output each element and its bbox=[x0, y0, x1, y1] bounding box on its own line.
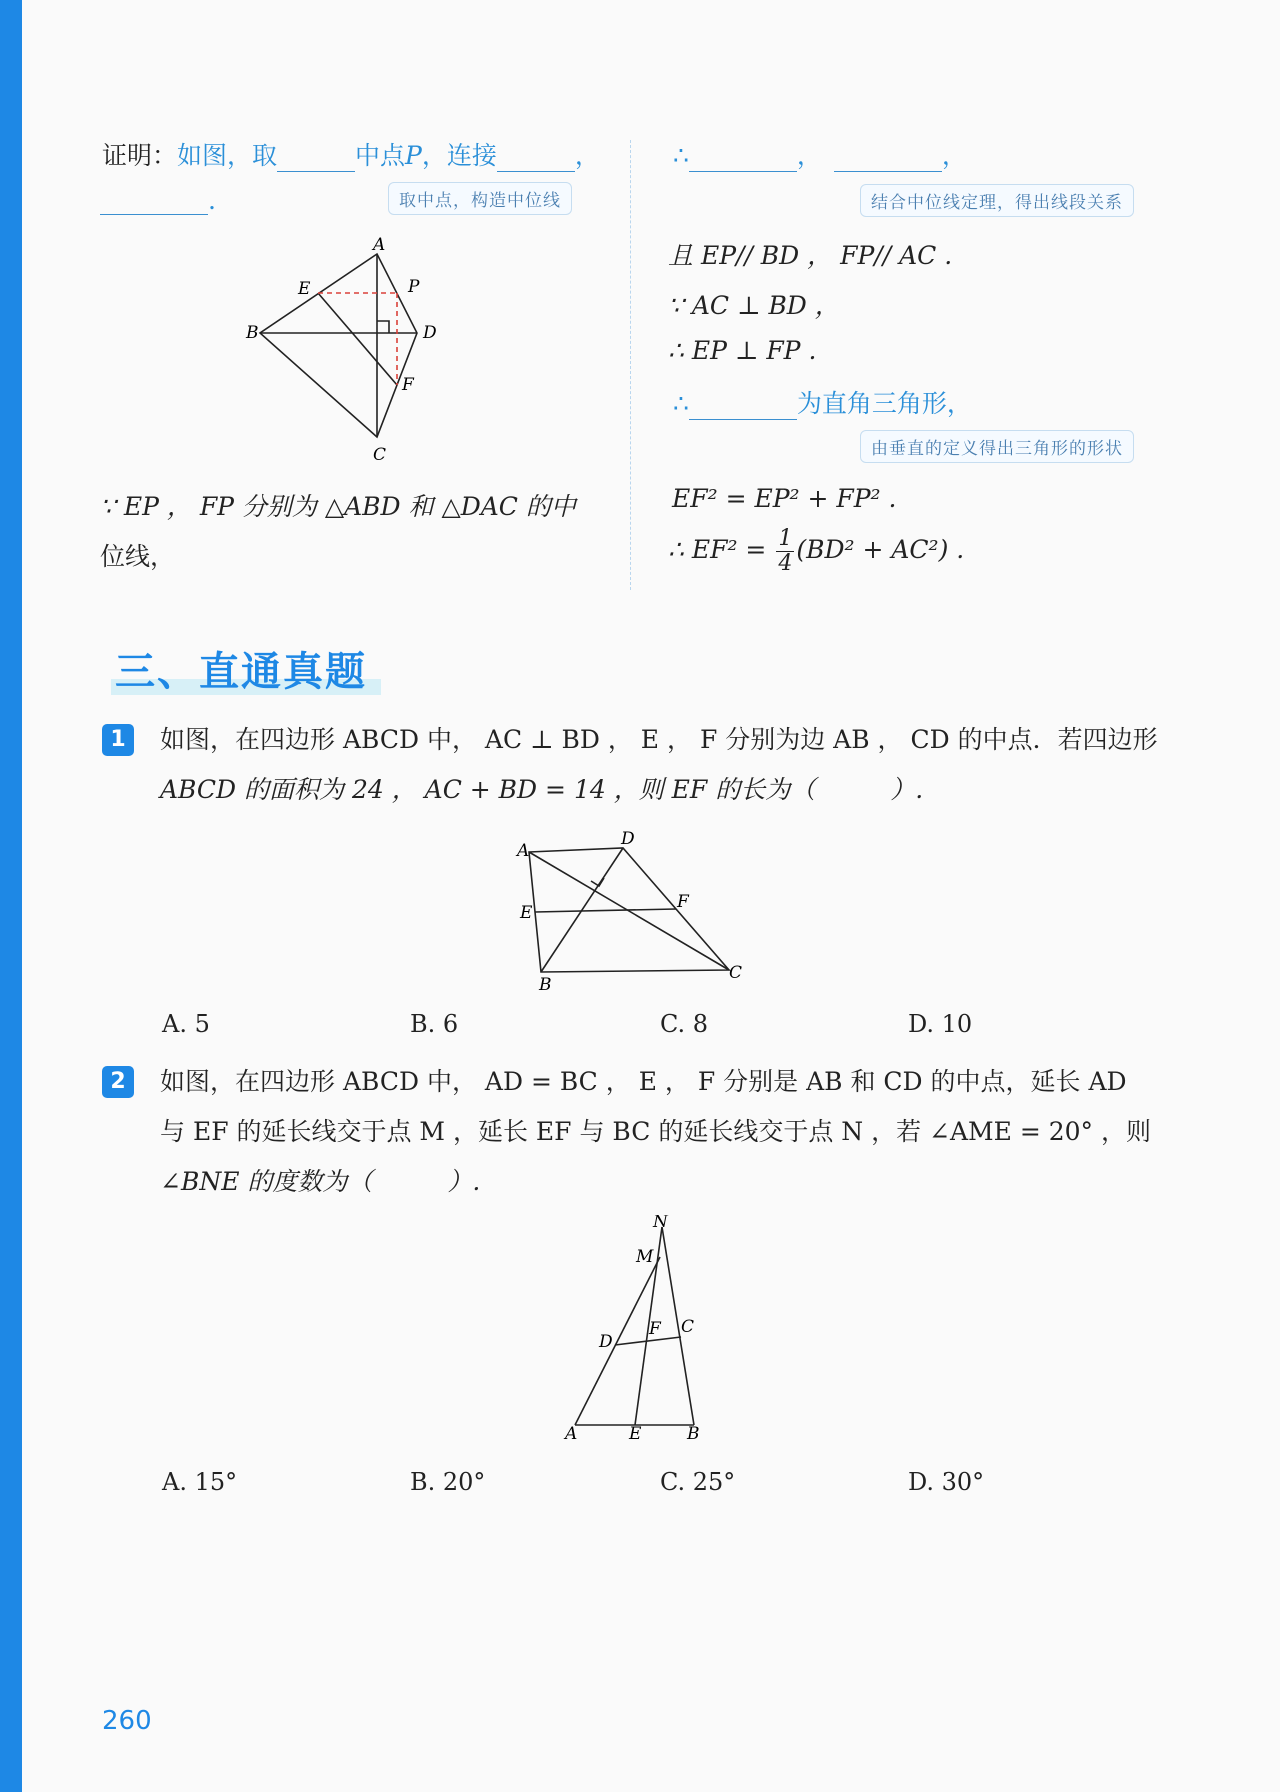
q2-option-d[interactable]: D. 30° bbox=[908, 1468, 985, 1496]
blank-1 bbox=[277, 145, 355, 172]
figure-proof bbox=[230, 232, 460, 467]
fraction-one-quarter bbox=[776, 527, 794, 576]
proof-intro-line1 bbox=[102, 136, 600, 172]
label-e-q1: E bbox=[520, 903, 533, 923]
q2-option-a[interactable]: A. 15° bbox=[162, 1468, 238, 1496]
blank-3 bbox=[100, 188, 208, 215]
question-1-badge: 1 bbox=[102, 724, 134, 756]
therefore-symbol: ∴ bbox=[673, 141, 689, 170]
q1-option-a[interactable]: A. 5 bbox=[162, 1010, 210, 1038]
blank-2 bbox=[497, 145, 575, 172]
right-line1 bbox=[673, 136, 967, 172]
question-1-line1: 如图，在四边形 ABCD 中， AC ⊥ BD ， E ， F 分别为边 AB ， CD 的中点．若四边形 bbox=[160, 725, 1158, 754]
ef-squared-eq: ∴ EF² = bbox=[668, 535, 767, 564]
question-2-badge: 2 bbox=[102, 1066, 134, 1098]
question-2-line1: 如图，在四边形 ABCD 中， AD = BC ， E ， F 分别是 AB 和 CD 的中点，延长 AD bbox=[160, 1067, 1127, 1096]
label-m-q2: M bbox=[636, 1247, 654, 1267]
proof-label: 证明： bbox=[102, 141, 178, 170]
segment-ef-q1 bbox=[535, 909, 676, 912]
q2-option-b[interactable]: B. 20° bbox=[410, 1468, 486, 1496]
label-a: A bbox=[373, 235, 386, 255]
proof-intro-connect: ，连接 bbox=[421, 141, 497, 170]
right-line7 bbox=[668, 527, 964, 576]
label-b-q2: B bbox=[687, 1424, 700, 1444]
label-f-q1: F bbox=[677, 892, 689, 912]
right-line6: EF² = EP² + FP² . bbox=[672, 484, 897, 513]
figure-question-1 bbox=[505, 830, 750, 995]
question-2-text bbox=[160, 1057, 1151, 1207]
label-p: P bbox=[408, 277, 420, 297]
label-a-q1: A bbox=[517, 841, 530, 861]
right-line4: ∴ EP ⊥ FP . bbox=[668, 336, 817, 365]
proof-intro-line2 bbox=[100, 186, 216, 215]
proof-intro-point-p: P bbox=[405, 141, 422, 170]
proof-intro-end: . bbox=[208, 186, 216, 215]
right-triangle-text: 为直角三角形， bbox=[796, 389, 972, 418]
label-d-q2: D bbox=[599, 1332, 613, 1352]
comma-1: ， bbox=[796, 141, 822, 170]
blank-5 bbox=[834, 145, 942, 172]
label-c: C bbox=[373, 445, 387, 465]
segment-ef bbox=[318, 293, 397, 385]
note-midline-theorem: 结合中位线定理，得出线段关系 bbox=[860, 184, 1134, 217]
note-perpendicular: 由垂直的定义得出三角形的形状 bbox=[860, 430, 1134, 463]
label-e: E bbox=[298, 279, 311, 299]
question-1-text bbox=[160, 715, 1158, 815]
right-line2: 且 EP// BD ， FP// AC . bbox=[668, 241, 953, 270]
figure-question-2 bbox=[555, 1215, 720, 1450]
label-b-q1: B bbox=[539, 975, 552, 995]
q1-option-c[interactable]: C. 8 bbox=[660, 1010, 709, 1038]
fraction-denominator: 4 bbox=[778, 551, 793, 576]
fraction-numerator: 1 bbox=[778, 526, 793, 551]
label-a-q2: A bbox=[565, 1424, 578, 1444]
proof-because-line: ∵ EP ， FP 分别为 △ABD 和 △DAC 的中 bbox=[100, 492, 576, 521]
question-1-line2: ABCD 的面积为 24 ， AC + BD = 14 ，则 EF 的长为（ ）. bbox=[160, 775, 924, 804]
label-c-q2: C bbox=[681, 1317, 695, 1337]
segment-dc-q2 bbox=[615, 1337, 681, 1345]
section-title bbox=[115, 640, 367, 697]
right-line3: ∵ AC ⊥ BD ， bbox=[668, 291, 840, 320]
therefore-symbol-2: ∴ bbox=[673, 389, 689, 418]
proof-intro-text: 如图，取 bbox=[177, 141, 278, 170]
section-title-text: 三、直通真题 bbox=[115, 649, 367, 695]
proof-intro-comma: ， bbox=[574, 141, 600, 170]
page-edge-stripe bbox=[0, 0, 22, 1792]
label-d: D bbox=[423, 323, 437, 343]
blank-4 bbox=[689, 145, 797, 172]
question-2-line3: ∠BNE 的度数为（ ）. bbox=[160, 1167, 481, 1196]
page-number: 260 bbox=[102, 1706, 152, 1736]
q1-option-b[interactable]: B. 6 bbox=[410, 1010, 459, 1038]
column-divider bbox=[630, 140, 631, 590]
label-e-q2: E bbox=[629, 1424, 642, 1444]
blank-6 bbox=[689, 393, 797, 420]
proof-because-line2: 位线， bbox=[100, 542, 176, 571]
question-2-line2: 与 EF 的延长线交于点 M ，延长 EF 与 BC 的延长线交于点 N ，若 ∠AME = 20° ，则 bbox=[160, 1117, 1151, 1146]
label-b: B bbox=[246, 323, 259, 343]
comma-2: ， bbox=[941, 141, 967, 170]
quad-abcd bbox=[260, 254, 417, 437]
q1-option-d[interactable]: D. 10 bbox=[908, 1010, 973, 1038]
label-f: F bbox=[402, 375, 414, 395]
q2-option-c[interactable]: C. 25° bbox=[660, 1468, 736, 1496]
ef-squared-rhs: (BD² + AC²) . bbox=[796, 535, 965, 564]
note-midpoint: 取中点，构造中位线 bbox=[388, 182, 572, 215]
right-line5 bbox=[673, 384, 972, 420]
right-angle-mark bbox=[377, 321, 389, 333]
label-f-q2: F bbox=[649, 1319, 661, 1339]
label-d-q1: D bbox=[621, 830, 635, 849]
label-n-q2: N bbox=[653, 1215, 668, 1232]
label-c-q1: C bbox=[729, 963, 743, 983]
proof-intro-midpoint: 中点 bbox=[355, 141, 406, 170]
